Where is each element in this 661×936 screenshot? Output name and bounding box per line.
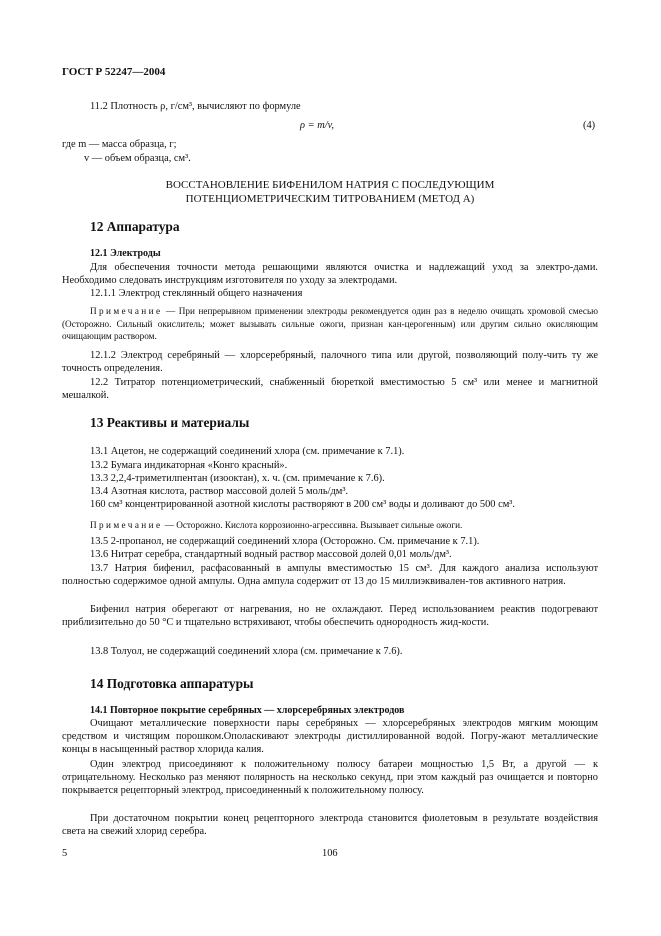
method-title-line2: ПОТЕНЦИОМЕТРИЧЕСКИМ ТИТРОВАНИЕМ (МЕТОД А) [185,193,475,205]
item-13-2: 13.2 Бумага индикаторная «Конго красный». [90,460,288,471]
note-13 [90,519,462,532]
item-13-5: 13.5 2-пропанол, не содержащий соединений хлора (Осторожно. См. примечание к 7.1). [90,536,480,547]
note-text: — Осторожно. Кислота коррозионно-агрессивна. Вызывает сильные ожоги. [164,520,463,530]
item-13-6: 13.6 Нитрат серебра, стандартный водный раствор массовой долей 0,01 моль/дм³. [90,549,452,560]
subsection-14-1-title: 14.1 Повторное покрытие серебряных — хлорсеребряных электродов [90,705,405,716]
item-13-1: 13.1 Ацетон, не содержащий соединений хлора (см. примечание к 7.1). [90,446,405,457]
page-number: 106 [322,848,338,859]
item-12-1-1: 12.1.1 Электрод стеклянный общего назначения [90,288,303,299]
standard-header: ГОСТ Р 52247—2004 [62,66,166,78]
note-text: — При непрерывном применении электроды рекомендуется один раз в неделю очищать хромовой смесью (Осторожно. Сильный окислитель; может вызывать сильные ожоги, признан кан-церогенным) или другим сильно окисляющим очищающим раствором. [62,306,599,341]
item-12-1-2: 12.1.2 Электрод серебряный — хлорсеребряный, палочного типа или другой, позволяющий полу-чить ту же точность определения. [62,350,598,374]
density-formula: ρ = m/v, [300,120,335,131]
where-v: v — объем образца, см³. [84,153,191,164]
section-13-title: 13 Реактивы и материалы [90,415,250,430]
footer-left-number: 5 [62,848,68,859]
item-13-4: 13.4 Азотная кислота, раствор массовой долей 5 моль/дм³. [90,486,349,497]
note-12 [62,305,598,343]
item-13-8: 13.8 Толуол, не содержащий соединений хлора (см. примечание к 7.6). [90,646,403,657]
density-intro: 11.2 Плотность ρ, г/см³, вычисляют по формуле [90,101,301,112]
note-label: Примечание [90,520,163,530]
item-12-2: 12.2 Титратор потенциометрический, снабженный бюреткой вместимостью 5 см³ или менее и магнитной мешалкой. [62,377,598,401]
method-title-line1: ВОССТАНОВЛЕНИЕ БИФЕНИЛОМ НАТРИЯ С ПОСЛЕДУЮЩИМ [165,179,495,191]
item-13-4-solution: 160 см³ концентрированной азотной кислоты растворяют в 200 см³ воды и доливают до 500 см³. [90,499,515,510]
section-14-title: 14 Подготовка аппаратуры [90,676,254,691]
formula-number: (4) [583,120,596,131]
section-12-title: 12 Аппаратура [90,219,180,234]
item-13-3: 13.3 2,2,4-триметилпентан (изооктан), х. ч. (см. примечание к 7.6). [90,473,385,484]
section-12-paragraph: Для обеспечения точности метода решающими являются очистка и надлежащий уход за электро-дами. Необходимо следовать инструкциям изготовителя по уходу за электродами. [62,262,598,286]
item-13-7-storage: Бифенил натрия оберегают от нагревания, но не охлаждают. Перед использованием реактив подогревают приблизительно до 50 °С и тщательно встряхивают, чтобы обеспечить однородность жид-кости. [62,604,598,628]
section-14-paragraph-2: Один электрод присоединяют к положительному полюсу батареи мощностью 1,5 Вт, а другой — к отрицательному. Несколько раз меняют полярность на несколько секунд, при этом каждый раз очищается и повторно покрывается рецепторный электрод, присоединенный к положительному полюсу. [62,759,598,796]
section-14-paragraph-3: При достаточном покрытии конец рецепторного электрода становится фиолетовым в результате воздействия света на свежий хлорид серебра. [62,813,598,837]
where-m: где m — масса образца, г; [62,139,177,150]
item-13-7: 13.7 Натрия бифенил, расфасованный в ампулы вместимостью 15 см³. Для каждого анализа используют полностью содержимое одной ампулы. Одна ампула содержит от 13 до 15 миллиэквивален-тов активного натрия. [62,563,598,587]
section-14-paragraph-1: Очищают металлические поверхности пары серебряных — хлорсеребряных электродов мягким моющим средством и чистящим порошком.Ополаскивают электроды дистиллированной водой. Погру-жают металлические концы в насыщенный раствор хлорида калия. [62,718,598,755]
note-label: Примечание [90,306,163,316]
subsection-12-1-title: 12.1 Электроды [90,248,161,259]
